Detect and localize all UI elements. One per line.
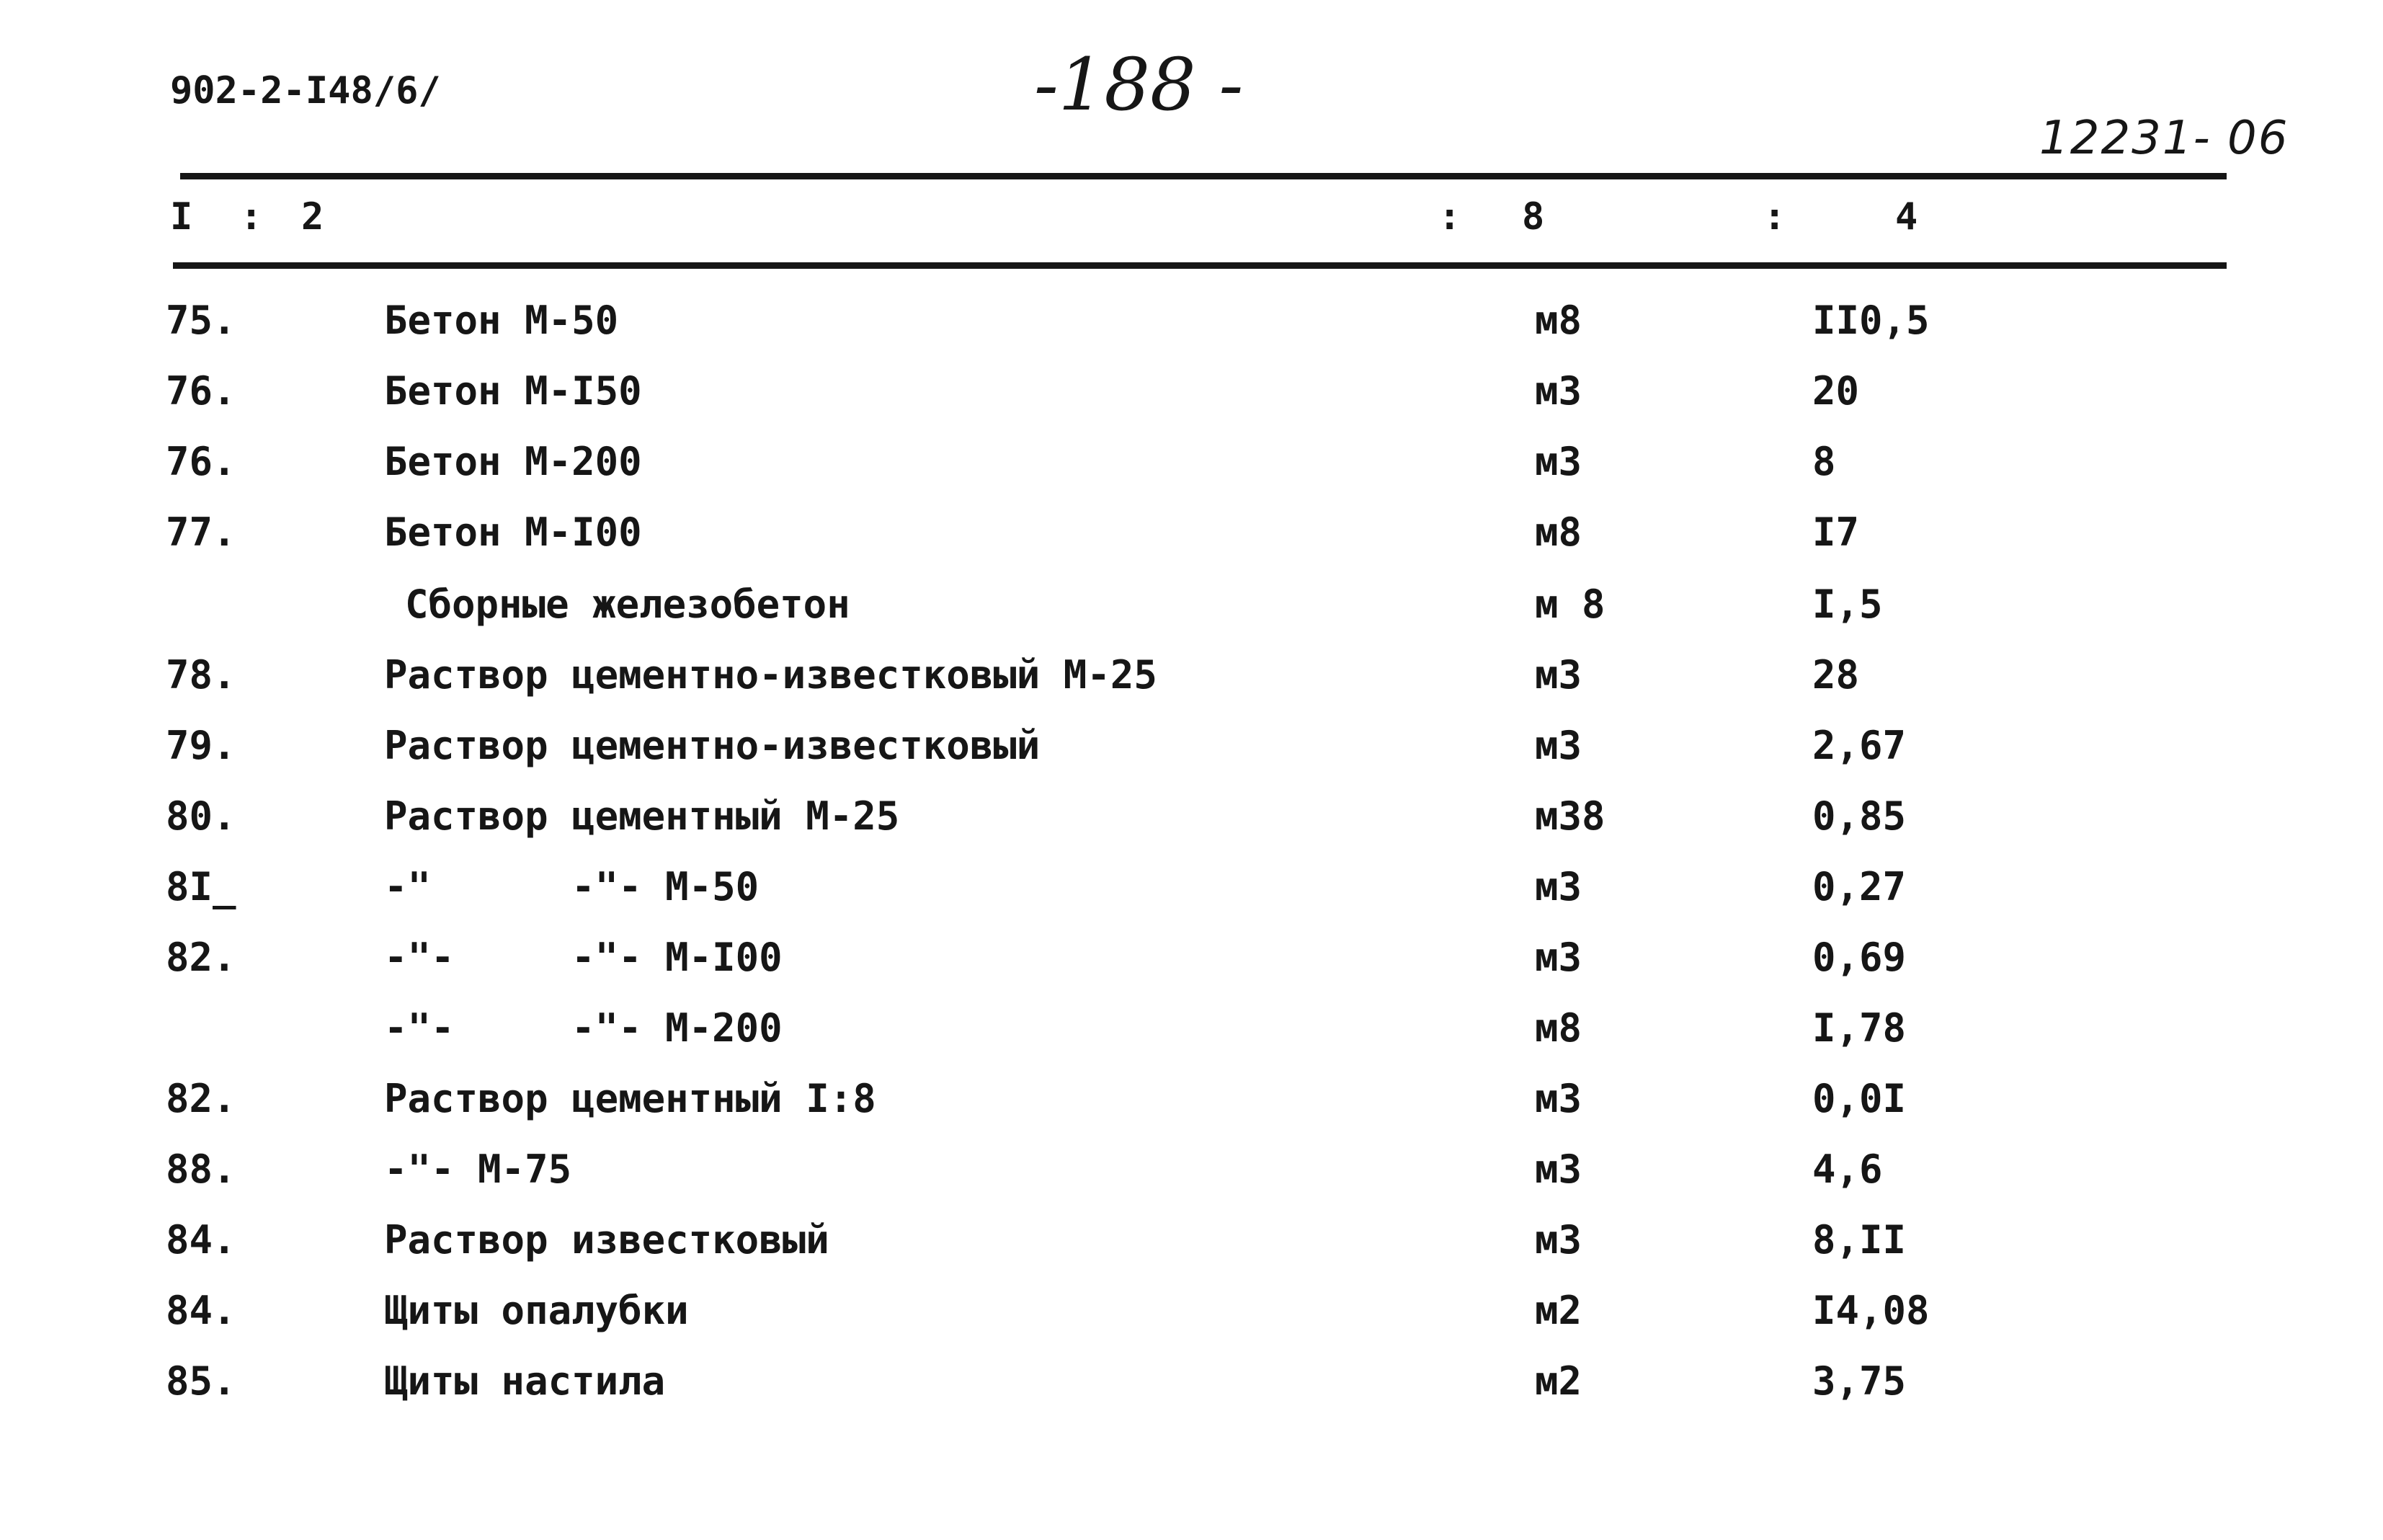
table-row	[0, 652, 2383, 713]
row-quantity: 0,27	[1812, 864, 1907, 909]
row-quantity: 0,85	[1812, 793, 1907, 839]
row-name: Раствор цементный I:8	[384, 1076, 876, 1121]
row-unit: м3	[1535, 1147, 1582, 1192]
row-unit: м8	[1535, 509, 1582, 555]
table-row	[0, 1147, 2383, 1208]
row-quantity: 0,0I	[1812, 1076, 1907, 1121]
row-number: 79.	[166, 723, 236, 768]
row-number: 82.	[166, 935, 236, 980]
row-name: -"- -"- М-200	[384, 1005, 783, 1051]
row-number: 77.	[166, 509, 236, 555]
document-code: 902-2-I48/6/	[170, 69, 441, 112]
table-row	[0, 509, 2383, 571]
row-quantity: 28	[1812, 652, 1860, 698]
row-unit: м 8	[1535, 582, 1605, 627]
row-number: 78.	[166, 652, 236, 698]
row-unit: м3	[1535, 439, 1582, 484]
table-row	[0, 1076, 2383, 1137]
table-row	[0, 1358, 2383, 1420]
row-number: 80.	[166, 793, 236, 839]
row-unit: м3	[1535, 652, 1582, 698]
row-unit: м2	[1535, 1358, 1582, 1404]
table-row	[0, 1217, 2383, 1278]
row-number: 8I_	[166, 864, 236, 909]
row-unit: м3	[1535, 1076, 1582, 1121]
row-number: 76.	[166, 439, 236, 484]
column-header-1: I	[170, 195, 193, 239]
table-row	[0, 935, 2383, 996]
row-number: 84.	[166, 1288, 236, 1333]
table-row	[0, 1005, 2383, 1067]
row-name: Сборные железобетон	[405, 582, 850, 627]
table-top-rule	[180, 173, 2227, 179]
row-name: Бетон М-I00	[384, 509, 642, 555]
row-unit: м3	[1535, 864, 1582, 909]
row-quantity: I4,08	[1812, 1288, 1930, 1333]
row-unit: м3	[1535, 368, 1582, 414]
column-header-4: 4	[1895, 195, 1918, 239]
row-number: 84.	[166, 1217, 236, 1263]
row-unit: м2	[1535, 1288, 1582, 1333]
table-row	[0, 864, 2383, 925]
row-quantity: II0,5	[1812, 298, 1930, 343]
row-name: -"- -"- М-I00	[384, 935, 783, 980]
row-quantity: 0,69	[1812, 935, 1907, 980]
row-quantity: I,78	[1812, 1005, 1907, 1051]
column-separator: :	[1763, 195, 1786, 239]
row-name: Раствор цементный М-25	[384, 793, 900, 839]
row-quantity: 8	[1812, 439, 1836, 484]
table-row	[0, 439, 2383, 500]
row-number: 75.	[166, 298, 236, 343]
column-separator: :	[240, 195, 263, 239]
row-unit: м3	[1535, 1217, 1582, 1263]
row-name: -" -"- М-50	[384, 864, 760, 909]
table-row	[0, 793, 2383, 855]
row-name: Раствор известковый	[384, 1217, 829, 1263]
column-separator: :	[1438, 195, 1461, 239]
row-quantity: 20	[1812, 368, 1860, 414]
row-name: Щиты опалубки	[384, 1288, 689, 1333]
row-quantity: I7	[1812, 509, 1860, 555]
column-header-3: 8	[1522, 195, 1545, 239]
page-number: -188 -	[1034, 43, 1244, 127]
row-unit: м38	[1535, 793, 1605, 839]
row-number: 85.	[166, 1358, 236, 1404]
table-row	[0, 723, 2383, 784]
row-unit: м8	[1535, 298, 1582, 343]
table-row	[0, 298, 2383, 359]
row-number: 88.	[166, 1147, 236, 1192]
row-number: 82.	[166, 1076, 236, 1121]
table-row	[0, 368, 2383, 429]
row-name: Раствор цементно-известковый М-25	[384, 652, 1157, 698]
row-unit: м8	[1535, 1005, 1582, 1051]
row-quantity: 4,6	[1812, 1147, 1883, 1192]
row-name: -"- М-75	[384, 1147, 572, 1192]
row-name: Бетон М-50	[384, 298, 619, 343]
row-name: Раствор цементно-известковый	[384, 723, 1041, 768]
row-quantity: I,5	[1812, 582, 1883, 627]
row-unit: м3	[1535, 723, 1582, 768]
archive-number: 12231- 06	[2039, 112, 2289, 165]
row-quantity: 3,75	[1812, 1358, 1907, 1404]
row-number: 76.	[166, 368, 236, 414]
row-name: Бетон М-200	[384, 439, 642, 484]
column-header-2: 2	[301, 195, 324, 239]
table-header-rule	[173, 262, 2227, 269]
row-quantity: 8,II	[1812, 1217, 1907, 1263]
table-row	[0, 582, 2383, 643]
row-name: Щиты настила	[384, 1358, 666, 1404]
table-row	[0, 1288, 2383, 1349]
row-unit: м3	[1535, 935, 1582, 980]
row-quantity: 2,67	[1812, 723, 1907, 768]
row-name: Бетон М-I50	[384, 368, 642, 414]
